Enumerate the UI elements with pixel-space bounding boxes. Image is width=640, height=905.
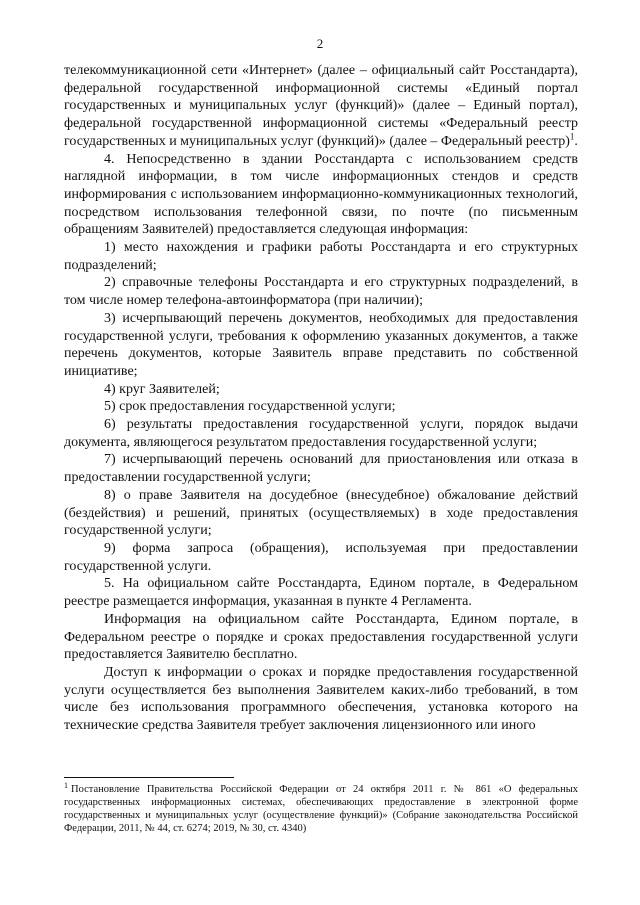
paragraph-continuation: телекоммуникационной сети «Интернет» (далее – официальный сайт Росстандарта), федеральной государственной информационной системы «Единый портал государственных и муниципальных услуг (функций)» (далее – Единый портал), федеральной государственной информационной системы «Федеральный реестр государственных и муниципальных услуг (функций)» (далее – Федеральный реестр)$^1$. [64, 63, 578, 149]
list-item-8: 8) о праве Заявителя на досудебное (внесудебное) обжалование действий (бездействия) и решений, принятых (осуществляемых) в ходе предоставления государственной услуги; [64, 487, 578, 539]
list-item-3: 3) исчерпывающий перечень документов, необходимых для предоставления государственной услуги, требования к оформлению указанных документов, а также перечень документов, которые Заявитель вправе представить по собственной инициативе; [64, 310, 578, 379]
list-item-7: 7) исчерпывающий перечень оснований для приостановления или отказа в предоставлении государственной услуги; [64, 452, 578, 486]
paragraph-info-free: Информация на официальном сайте Росстандарта, Едином портале, в Федеральном реестре о порядке и сроках предоставления государственной услуги предоставляется Заявителю бесплатно. [64, 611, 578, 663]
page-number: 2 [316, 36, 324, 51]
list-item-5: 5) срок предоставления государственной услуги; [104, 399, 396, 415]
footnote [64, 780, 578, 835]
paragraph-item-5: 5. На официальном сайте Росстандарта, Едином портале, в Федеральном реестре размещается информация, указанная в пункте 4 Регламента. [64, 576, 578, 610]
list-item-1: 1) место нахождения и графики работы Росстандарта и его структурных подразделений; [64, 240, 578, 273]
footnote-separator [64, 777, 234, 778]
footnote-reference: 1 [569, 131, 575, 142]
paragraph-item-4: 4. Непосредственно в здании Росстандарта с использованием средств наглядной информации, в том числе информационных стендов и средств информирования с использованием информационно-коммуникационных технологий, посредством использования телефонной связи, по почте (по письменным обращениям Заявителей) предоставляется следующая информация: [64, 151, 578, 238]
footnote-marker: 1 [64, 780, 68, 790]
footnote-text: Постановление Правительства Российской Федерации от 24 октября 2011 г. № 861 «О федеральных государственных информационных системах, обеспечивающих предоставление в электронной форме государственных и муниципальных услуг (осуществление функций)» (Собрание законодательства Российской Федерации, 2011, № 44, ст. 6274; 2019, № 30, ст. 4340) [64, 784, 578, 834]
document-body [64, 62, 578, 735]
paragraph-text: телекоммуникационной сети «Интернет» (далее – официальный сайт Росстандарта), федеральной государственной информационной системы «Единый портал государственных и муниципальных услуг (функций)» (далее – Единый портал), федеральной государственной информационной системы «Федеральный реестр государственных и муниципальных услуг (функций)» (далее – Федеральный реестр) [64, 63, 578, 149]
list-item-2: 2) справочные телефоны Росстандарта и его структурных подразделений, в том числе номер телефона-автоинформатора (при наличии); [64, 275, 578, 309]
list-item-9: 9) форма запроса (обращения), используемая при предоставлении государственной услуги. [64, 540, 578, 574]
paragraph-access: Доступ к информации о сроках и порядке предоставления государственной услуги осуществляется без выполнения Заявителем каких-либо требований, в том числе без использования программного обеспечения, установка которого на технические средства Заявителя требует заключения лицензионного или иного [64, 664, 578, 734]
list-item-4: 4) круг Заявителей; [104, 381, 220, 397]
list-item-6: 6) результаты предоставления государственной услуги, порядок выдачи документа, являющегося результатом предоставления государственной услуги; [64, 417, 578, 450]
